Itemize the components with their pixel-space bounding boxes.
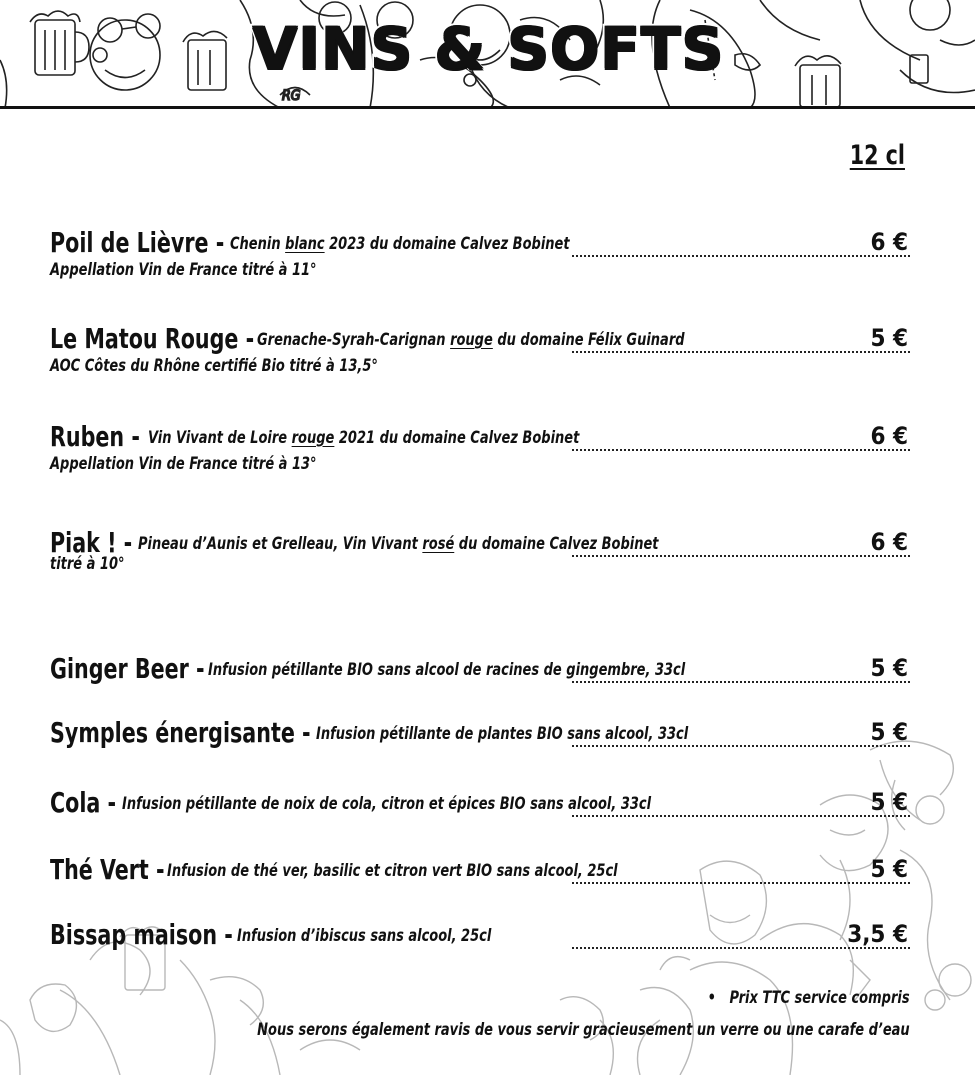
wine-description: Pineau d’Aunis et Grelleau, Vin Vivant rosé du domaine Calvez Bobinet <box>138 534 659 554</box>
soft-price: 5 € <box>870 855 908 883</box>
wine-item-poil-de-lievre <box>50 226 910 280</box>
svg-text:RG: RG <box>282 88 301 104</box>
wine-name: Poil de Lièvre - <box>50 226 225 259</box>
soft-item-the-vert <box>50 853 910 885</box>
soft-description: Infusion pétillante de plantes BIO sans alcool, 33cl <box>316 724 689 744</box>
soft-item-cola <box>50 786 910 818</box>
dotted-leader <box>572 947 910 949</box>
soft-price: 5 € <box>870 654 908 682</box>
wine-description: Chenin blanc 2023 du domaine Calvez Bobinet <box>230 234 570 254</box>
soft-name: Cola - <box>50 786 117 819</box>
wine-appellation: AOC Côtes du Rhône certifié Bio titré à 13,5° <box>50 356 378 376</box>
wine-name: Le Matou Rouge - <box>50 322 255 355</box>
dotted-leader <box>572 815 910 817</box>
serving-size-label: 12 cl <box>849 140 905 171</box>
wine-price: 6 € <box>870 528 908 556</box>
page-title: VINS & SOFTS <box>251 14 724 82</box>
soft-name: Symples énergisante - <box>50 716 311 749</box>
soft-name: Ginger Beer - <box>50 652 205 685</box>
dotted-leader <box>572 351 910 353</box>
wine-description: Grenache-Syrah-Carignan rouge du domaine Félix Guinard <box>257 330 685 350</box>
wine-appellation: Appellation Vin de France titré à 13° <box>50 454 317 474</box>
soft-description: Infusion pétillante BIO sans alcool de racines de gingembre, 33cl <box>208 660 686 680</box>
wine-appellation: Appellation Vin de France titré à 11° <box>50 260 317 280</box>
soft-price: 5 € <box>870 788 908 816</box>
soft-description: Infusion de thé ver, basilic et citron vert BIO sans alcool, 25cl <box>167 861 618 881</box>
soft-item-bissap <box>50 918 910 950</box>
wine-item-le-matou-rouge <box>50 322 910 376</box>
wine-name: Ruben - <box>50 420 140 453</box>
wine-description: Vin Vivant de Loire rouge 2021 du domaine Calvez Bobinet <box>148 428 580 448</box>
wine-item-piak <box>50 526 910 574</box>
wine-name: Piak ! - <box>50 526 133 559</box>
dotted-leader <box>572 449 910 451</box>
soft-price: 3,5 € <box>847 920 908 948</box>
soft-description: Infusion pétillante de noix de cola, citron et épices BIO sans alcool, 33cl <box>122 794 652 814</box>
soft-price: 5 € <box>870 718 908 746</box>
wine-price: 5 € <box>870 324 908 352</box>
bullet-icon: • <box>708 988 717 1008</box>
soft-name: Thé Vert - <box>50 853 165 886</box>
soft-item-ginger-beer <box>50 652 910 684</box>
dotted-leader <box>572 882 910 884</box>
soft-item-symples <box>50 716 910 748</box>
wine-price: 6 € <box>870 228 908 256</box>
dotted-leader <box>572 745 910 747</box>
header-illustration <box>0 0 975 108</box>
dotted-leader <box>572 681 910 683</box>
soft-name: Bissap maison - <box>50 918 233 951</box>
soft-description: Infusion d’ibiscus sans alcool, 25cl <box>237 926 492 946</box>
dotted-leader <box>572 255 910 257</box>
header-divider <box>0 106 975 109</box>
wine-item-ruben <box>50 420 910 474</box>
water-note: Nous serons également ravis de vous servir gracieusement un verre ou une carafe d’eau <box>257 1020 910 1040</box>
price-note: • Prix TTC service compris <box>708 988 910 1008</box>
wine-appellation: titré à 10° <box>50 554 125 574</box>
wine-price: 6 € <box>870 422 908 450</box>
